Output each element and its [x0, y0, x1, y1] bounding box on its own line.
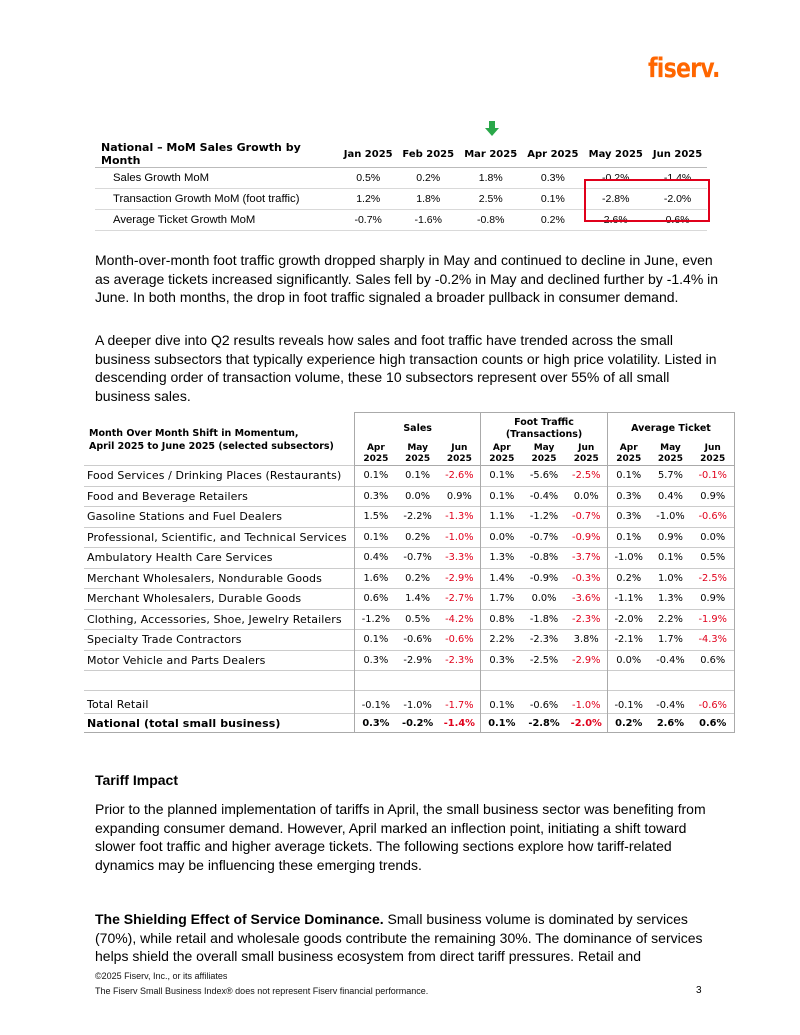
col-header: Jan 2025	[339, 141, 397, 168]
month-header	[566, 443, 608, 466]
cell: -2.5%	[523, 650, 566, 671]
month-header	[649, 443, 691, 466]
cell: -0.4%	[649, 691, 691, 714]
paragraph-tariff: Prior to the planned implementation of tariffs in April, the small business sector was benefiting from expanding consumer demand. However, April marked an inflection point, initiating a shift toward slower foot traffic and higher average tickets. The following sections explore how tariff-related dynamics may be influencing these emerging trends.	[95, 801, 706, 873]
cell: 1.4%	[397, 589, 439, 610]
cell: -2.9%	[566, 650, 608, 671]
cell	[566, 671, 608, 691]
cell: -2.1%	[607, 630, 649, 651]
cell: 0.2%	[522, 210, 583, 231]
cell: 1.2%	[339, 189, 397, 210]
shielding-lead: The Shielding Effect of Service Dominance.	[95, 911, 384, 927]
cell: -1.0%	[397, 691, 439, 714]
cell: -1.4%	[648, 168, 707, 189]
cell: -1.9%	[691, 609, 734, 630]
cell: 2.5%	[459, 189, 522, 210]
cell: 0.1%	[607, 466, 649, 487]
cell: 0.1%	[355, 630, 397, 651]
month: Apr	[492, 443, 511, 453]
row-label: Sales Growth MoM	[95, 168, 339, 189]
cell: 5.7%	[649, 466, 691, 487]
col-header: Feb 2025	[397, 141, 459, 168]
year: 2025	[616, 454, 642, 464]
col-header: Jun 2025	[648, 141, 707, 168]
cell: 0.1%	[355, 466, 397, 487]
group-foot-line: (Transactions)	[505, 429, 583, 440]
cell: -2.3%	[566, 609, 608, 630]
month-header	[691, 443, 734, 466]
cell	[523, 671, 566, 691]
cell: -0.4%	[649, 650, 691, 671]
table-row	[84, 589, 735, 610]
cell: -2.6%	[439, 466, 481, 487]
cell	[607, 671, 649, 691]
month: Apr	[366, 443, 385, 453]
cell: 0.8%	[481, 609, 523, 630]
year: 2025	[700, 454, 726, 464]
cell: -0.1%	[691, 466, 734, 487]
cell: 0.6%	[355, 589, 397, 610]
month-header	[355, 443, 397, 466]
cell: 0.9%	[691, 589, 734, 610]
cell: 2.2%	[481, 630, 523, 651]
year: 2025	[573, 454, 599, 464]
cell: 0.4%	[649, 486, 691, 507]
cell: 0.9%	[691, 486, 734, 507]
cell: -1.2%	[523, 507, 566, 528]
year: 2025	[531, 454, 557, 464]
table-row	[84, 486, 735, 507]
cell: -0.9%	[566, 527, 608, 548]
cell: 2.6%	[649, 714, 691, 733]
footer-disclaimer: The Fiserv Small Business Index® does not represent Fiserv financial performance.	[95, 986, 429, 996]
cell: -2.2%	[397, 507, 439, 528]
subsector-name: Merchant Wholesalers, Durable Goods	[84, 589, 355, 610]
cell: 1.4%	[481, 568, 523, 589]
subsector-name: Motor Vehicle and Parts Dealers	[84, 650, 355, 671]
cell: -4.2%	[439, 609, 481, 630]
cell: 0.0%	[607, 650, 649, 671]
subsector-table	[84, 412, 735, 733]
subsector-name: Merchant Wholesalers, Nondurable Goods	[84, 568, 355, 589]
subsector-rows	[84, 466, 735, 733]
cell: 0.9%	[439, 486, 481, 507]
cell: 0.0%	[691, 527, 734, 548]
cell	[481, 671, 523, 691]
month-header	[397, 443, 439, 466]
cell: -1.2%	[355, 609, 397, 630]
cell: 0.3%	[607, 486, 649, 507]
month: May	[660, 443, 681, 453]
cell: 0.1%	[481, 486, 523, 507]
cell: 0.3%	[355, 714, 397, 733]
cell: 0.1%	[522, 189, 583, 210]
cell: 0.4%	[355, 548, 397, 569]
cell: 1.7%	[649, 630, 691, 651]
month: Apr	[619, 443, 638, 453]
table-title: National – MoM Sales Growth by Month	[95, 141, 339, 168]
fiserv-logo: fiserv.	[648, 53, 720, 84]
cell: 0.3%	[607, 507, 649, 528]
cell: 1.8%	[397, 189, 459, 210]
cell: 0.3%	[355, 650, 397, 671]
cell: -0.7%	[523, 527, 566, 548]
cell	[649, 671, 691, 691]
cell: -1.4%	[439, 714, 481, 733]
cell: 0.0%	[397, 486, 439, 507]
row-label: Average Ticket Growth MoM	[95, 210, 339, 231]
cell: 1.3%	[481, 548, 523, 569]
table-row	[84, 507, 735, 528]
cell: -1.6%	[397, 210, 459, 231]
group-foot-line: Foot Traffic	[514, 417, 574, 428]
cell: 0.3%	[355, 486, 397, 507]
month-header	[523, 443, 566, 466]
footer-copyright: ©2025 Fiserv, Inc., or its affiliates	[95, 971, 228, 981]
cell: 0.5%	[691, 548, 734, 569]
cell: -2.8%	[523, 714, 566, 733]
table-row	[84, 650, 735, 671]
cell	[439, 671, 481, 691]
highlight-box	[584, 179, 710, 222]
cell: -0.1%	[607, 691, 649, 714]
cell: 0.1%	[481, 466, 523, 487]
cell: 1.8%	[459, 168, 522, 189]
table-row	[84, 691, 735, 714]
cell: -1.0%	[439, 527, 481, 548]
cell: -0.6%	[523, 691, 566, 714]
paragraph-deeper-dive: A deeper dive into Q2 results reveals how sales and foot traffic have trended across the small business subsectors that typically experience high transaction counts or high price volatility. Listed in descending order of transaction volume, these 10 subsectors represent over 55% of all small business sales.	[95, 332, 717, 404]
cell: -0.3%	[566, 568, 608, 589]
cell: -0.2%	[397, 714, 439, 733]
cell: 1.3%	[649, 589, 691, 610]
cell: -1.0%	[566, 691, 608, 714]
cell: -4.3%	[691, 630, 734, 651]
cell: -2.5%	[691, 568, 734, 589]
cell: 0.0%	[566, 486, 608, 507]
cell: 0.1%	[355, 527, 397, 548]
cell: 0.6%	[691, 714, 734, 733]
row-header	[84, 413, 355, 466]
cell: 1.0%	[649, 568, 691, 589]
subsector-name: Total Retail	[84, 691, 355, 714]
cell: 0.1%	[481, 714, 523, 733]
cell: -2.3%	[523, 630, 566, 651]
page-number: 3	[696, 985, 702, 996]
cell: 0.2%	[397, 527, 439, 548]
cell: -0.8%	[523, 548, 566, 569]
cell: 0.1%	[481, 691, 523, 714]
col-header: May 2025	[583, 141, 648, 168]
month: Jun	[578, 443, 595, 453]
cell: 0.3%	[522, 168, 583, 189]
group-sales: Sales	[355, 413, 481, 444]
table-header-row	[95, 141, 707, 168]
cell	[397, 671, 439, 691]
cell: 2.2%	[649, 609, 691, 630]
cell: -2.7%	[439, 589, 481, 610]
cell: 1.7%	[481, 589, 523, 610]
year: 2025	[489, 454, 515, 464]
subsector-name: Food and Beverage Retailers	[84, 486, 355, 507]
cell: 0.2%	[397, 568, 439, 589]
cell: 0.1%	[649, 548, 691, 569]
month: Jun	[451, 443, 468, 453]
cell	[355, 671, 397, 691]
cell	[84, 671, 355, 691]
cell: 0.0%	[481, 527, 523, 548]
cell: -0.7%	[566, 507, 608, 528]
cell: 2.6%	[583, 210, 648, 231]
cell: -0.6%	[397, 630, 439, 651]
cell: -0.1%	[355, 691, 397, 714]
cell: -2.5%	[566, 466, 608, 487]
cell: -2.0%	[607, 609, 649, 630]
group-average-ticket: Average Ticket	[607, 413, 734, 444]
cell: -2.9%	[439, 568, 481, 589]
cell: -0.7%	[397, 548, 439, 569]
shielding-body: Small business volume is dominated by services (70%), while retail and wholesale goods contribute the remaining 30%. The dominance of services helps shield the overall small business ecosystem from direct tariff pressures. Retail and	[95, 911, 703, 964]
subsector-name: Professional, Scientific, and Technical Services	[84, 527, 355, 548]
cell: -0.6%	[691, 507, 734, 528]
year: 2025	[405, 454, 431, 464]
cell: -3.7%	[566, 548, 608, 569]
cell: 1.6%	[355, 568, 397, 589]
cell: 0.9%	[649, 527, 691, 548]
cell: 0.1%	[607, 527, 649, 548]
row-label: Transaction Growth MoM (foot traffic)	[95, 189, 339, 210]
subsector-name: Food Services / Drinking Places (Restaurants)	[84, 466, 355, 487]
month: May	[533, 443, 555, 453]
tariff-heading: Tariff Impact	[95, 772, 178, 788]
cell: -1.3%	[439, 507, 481, 528]
cell: -0.6%	[691, 691, 734, 714]
cell: -1.7%	[439, 691, 481, 714]
subsector-name: Clothing, Accessories, Shoe, Jewelry Retailers	[84, 609, 355, 630]
month-header	[439, 443, 481, 466]
cell: 3.8%	[566, 630, 608, 651]
paragraph-shielding	[95, 910, 725, 966]
col-header: Apr 2025	[522, 141, 583, 168]
col-header: Mar 2025	[459, 141, 522, 168]
month: Jun	[704, 443, 721, 453]
cell: -0.2%	[583, 168, 648, 189]
month-header	[481, 443, 523, 466]
cell: 1.5%	[355, 507, 397, 528]
cell: -1.1%	[607, 589, 649, 610]
row-header-line: Month Over Month Shift in Momentum,	[89, 428, 299, 439]
cell: 0.3%	[481, 650, 523, 671]
cell: -5.6%	[523, 466, 566, 487]
month-header	[607, 443, 649, 466]
year: 2025	[363, 454, 389, 464]
year: 2025	[657, 454, 683, 464]
cell: 0.2%	[397, 168, 459, 189]
cell: 0.0%	[523, 589, 566, 610]
row-header-line: April 2025 to June 2025 (selected subsectors)	[89, 441, 334, 452]
year: 2025	[446, 454, 472, 464]
table-row	[84, 630, 735, 651]
table-row	[84, 527, 735, 548]
table-row	[84, 714, 735, 733]
cell: 0.2%	[607, 568, 649, 589]
cell: -0.9%	[523, 568, 566, 589]
table-row	[84, 466, 735, 487]
cell: 0.5%	[339, 168, 397, 189]
table-row	[84, 568, 735, 589]
cell: 1.1%	[481, 507, 523, 528]
cell: -1.0%	[649, 507, 691, 528]
month: May	[407, 443, 428, 453]
cell: -0.7%	[339, 210, 397, 231]
cell: -1.8%	[523, 609, 566, 630]
subsector-name: National (total small business)	[84, 714, 355, 733]
cell: 0.5%	[397, 609, 439, 630]
cell: 0.1%	[397, 466, 439, 487]
cell: -0.4%	[523, 486, 566, 507]
cell: -0.8%	[459, 210, 522, 231]
cell: -2.0%	[566, 714, 608, 733]
subsector-name: Ambulatory Health Care Services	[84, 548, 355, 569]
blank-row	[84, 671, 735, 691]
cell: -3.6%	[566, 589, 608, 610]
cell: -1.0%	[607, 548, 649, 569]
cell: 0.2%	[607, 714, 649, 733]
cell: 0.6%	[691, 650, 734, 671]
subsector-name: Gasoline Stations and Fuel Dealers	[84, 507, 355, 528]
cell: -0.6%	[439, 630, 481, 651]
down-arrow-icon	[485, 121, 499, 137]
subsector-name: Specialty Trade Contractors	[84, 630, 355, 651]
table-row	[84, 548, 735, 569]
cell: 0.6%	[648, 210, 707, 231]
cell	[691, 671, 734, 691]
group-foot-traffic	[481, 413, 608, 444]
cell: -3.3%	[439, 548, 481, 569]
cell: -2.8%	[583, 189, 648, 210]
paragraph-foot-traffic: Month-over-month foot traffic growth dropped sharply in May and continued to decline in June, even as average tickets increased significantly. Sales fell by -0.2% in May and declined further by -1.4% in June. In both months, the drop in foot traffic signaled a broader pullback in consumer demand.	[95, 252, 719, 305]
table-row	[84, 609, 735, 630]
cell: -2.3%	[439, 650, 481, 671]
cell: -2.9%	[397, 650, 439, 671]
cell: -2.0%	[648, 189, 707, 210]
group-header-row	[84, 413, 735, 444]
